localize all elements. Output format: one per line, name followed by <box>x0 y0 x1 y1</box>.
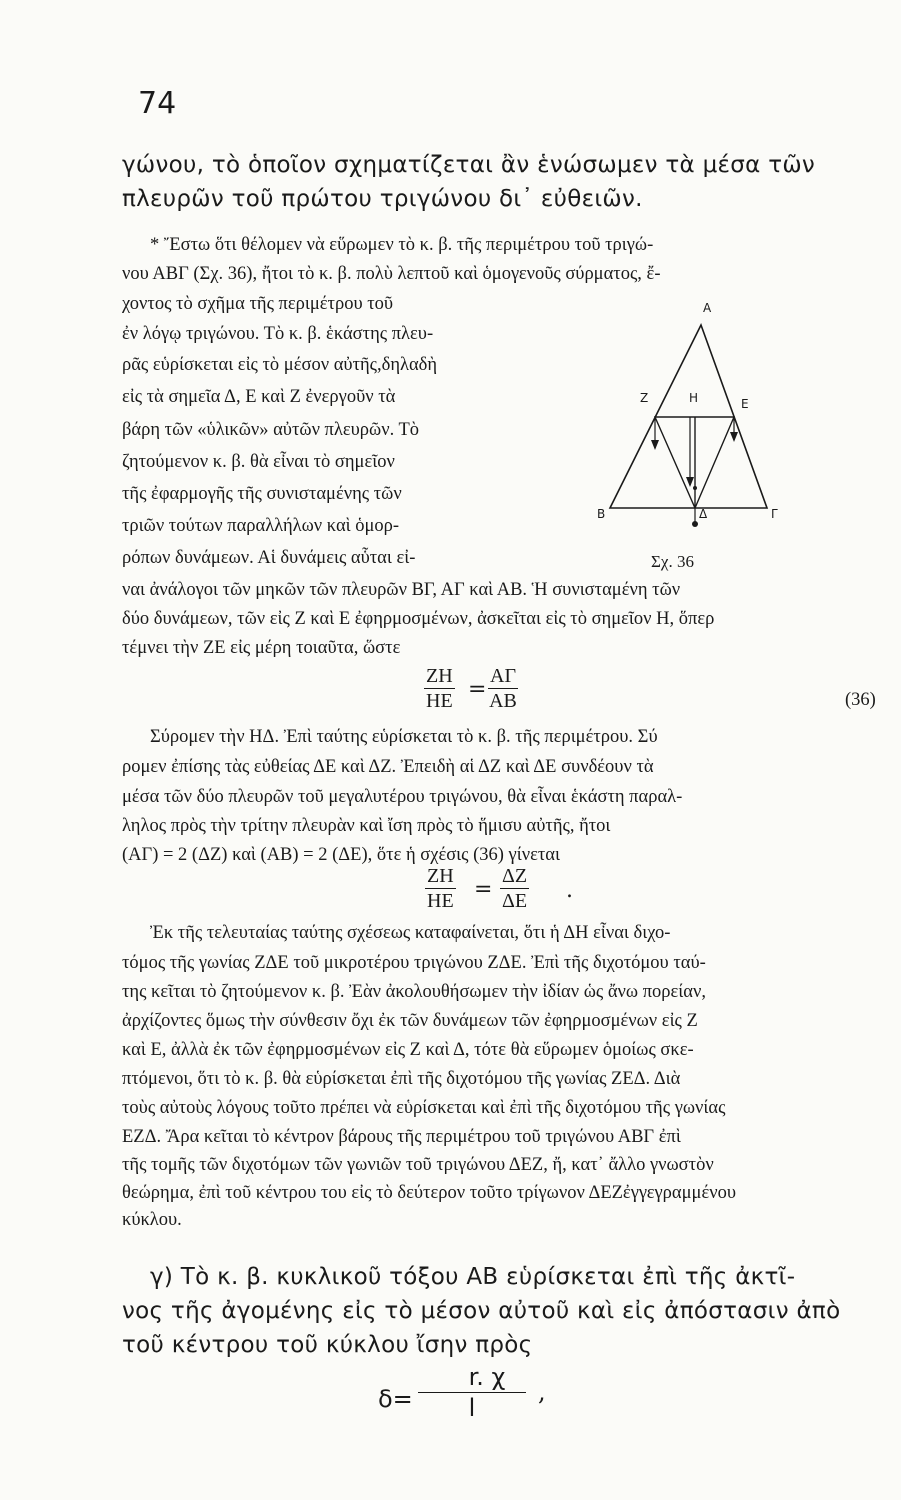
arrowhead-h <box>686 477 694 487</box>
denominator: ΗΕ <box>426 690 453 712</box>
label-d: Δ <box>699 507 708 521</box>
text-line: γ) Τὸ κ. β. κυκλικοῦ τόξου ΑΒ εὑρίσκεται ἐπὶ τῆς ἀκτῖ- <box>150 1264 796 1290</box>
label-e: Ε <box>741 397 749 411</box>
text-line: πλευρῶν τοῦ πρώτου τριγώνου δι᾽ εὐθειῶν. <box>122 186 643 212</box>
text-line: τῆς ἐφαρμογῆς τῆς συνισταμένης τῶν <box>122 484 402 504</box>
fraction-zh-he <box>425 864 456 913</box>
numerator: ΔΖ <box>502 865 528 887</box>
text-line: καὶ Ε, ἀλλὰ ἐκ τῶν ἐφηρμοσμένων εἰς Ζ καὶ Δ, τότε θὰ εὕρωμεν ὁμοίως σκε- <box>122 1040 694 1060</box>
text-line: βάρη τῶν «ὑλικῶν» αὐτῶν πλευρῶν. Τὸ <box>122 420 420 440</box>
arrowhead-e <box>730 432 738 442</box>
text-line: νου ΑΒΓ (Σχ. 36), ἤτοι τὸ κ. β. πολὺ λεπτοῦ καὶ ὁμογενοῦς σύρματος, ἔ- <box>122 264 661 284</box>
text-line: (ΑΓ) = 2 (ΔΖ) καὶ (ΑΒ) = 2 (ΔΕ), ὅτε ἡ σχέσις (36) γίνεται <box>122 845 560 865</box>
label-g: Γ <box>771 507 778 521</box>
denominator: ΗΕ <box>427 890 454 912</box>
text-line: ἀρχίζοντες ὅμως τὴν σύνθεσιν ὄχι ἐκ τῶν δυνάμεων τῶν ἐφηρμοσμένων εἰς Ζ <box>122 1011 698 1031</box>
point-g <box>693 486 697 490</box>
numerator: ΖΗ <box>426 665 453 687</box>
text-line: ναι ἀνάλογοι τῶν μηκῶν τῶν πλευρῶν ΒΓ, ΑΓ καὶ ΑΒ. Ἡ συνισταμένη τῶν <box>122 580 681 600</box>
text-line: μέσα τῶν δύο πλευρῶν τοῦ μεγαλυτέρου τριγώνου, θὰ εἶναι ἑκάστη παραλ- <box>122 787 683 807</box>
point-d-weight <box>692 521 698 527</box>
text-line: τοῦ κέντρου τοῦ κύκλου ἴσην πρὸς <box>122 1332 533 1358</box>
text-line: εἰς τὰ σημεῖα Δ, Ε καὶ Ζ ἐνεργοῦν τὰ <box>122 387 396 407</box>
numerator: ΑΓ <box>490 665 517 687</box>
text-line: κύκλου. <box>122 1210 182 1230</box>
fraction-zh-he <box>424 664 455 713</box>
label-z: Ζ <box>640 391 649 405</box>
arrowhead-z <box>651 440 659 450</box>
denominator: ΔΕ <box>502 890 528 912</box>
text-line: ληλος πρὸς τὴν τρίτην πλευρὰν καὶ ἴση πρὸς τὸ ἥμισυ αὐτῆς, ἤτοι <box>122 816 611 836</box>
text-line: τόμος τῆς γωνίας ΖΔΕ τοῦ μικροτέρου τριγώνου ΖΔΕ. Ἐπὶ τῆς διχοτόμου ταύ- <box>122 953 706 973</box>
numerator: r. χ <box>418 1362 526 1393</box>
text-line: ρομεν ἐπίσης τὰς εὐθείας ΔΕ καὶ ΔΖ. Ἐπειδὴ αἱ ΔΖ καὶ ΔΕ συνδέουν τὰ <box>122 757 654 777</box>
denominator: l <box>468 1394 476 1422</box>
fraction-dz-de <box>500 864 529 913</box>
period: . <box>566 878 573 903</box>
text-line: τοὺς αὐτοὺς λόγους τοῦτο πρέπει νὰ εὑρίσκεται καὶ ἐπὶ τῆς διχοτόμου τῆς γωνίας <box>122 1098 726 1118</box>
fraction-ag-ab <box>488 664 518 713</box>
text-line: ζητούμενον κ. β. θὰ εἶναι τὸ σημεῖον <box>122 452 395 472</box>
fraction <box>418 1362 526 1423</box>
text-line: χοντος τὸ σχῆμα τῆς περιμέτρου τοῦ <box>122 294 394 314</box>
text-line: ἐν λόγῳ τριγώνου. Τὸ κ. β. ἑκάστης πλευ- <box>122 324 434 344</box>
text-line: της κεῖται τὸ ζητούμενον κ. β. Ἐὰν ἀκολουθήσωμεν τὴν ἰδίαν ὡς ἄνω πορείαν, <box>122 982 706 1002</box>
equation-lhs: δ= <box>378 1385 413 1413</box>
text-line: δύο δυνάμεων, τῶν εἰς Ζ καὶ Ε ἐφηρμοσμένων, ἀσκεῖται εἰς τὸ σημεῖον Η, ὅπερ <box>122 609 715 629</box>
text-line: νος τῆς ἀγομένης εἰς τὸ μέσον αὐτοῦ καὶ εἰς ἀπόστασιν ἀπὸ <box>122 1298 841 1324</box>
text-line: Ἐκ τῆς τελευταίας ταύτης σχέσεως καταφαίνεται, ὅτι ἡ ΔΗ εἶναι διχο- <box>150 923 671 943</box>
text-line: γώνου, τὸ ὁποῖον σχηματίζεται ἂν ἑνώσωμεν τὰ μέσα τῶν <box>122 152 816 178</box>
label-b: Β <box>597 507 606 521</box>
text-line: ΕΖΔ. Ἄρα κεῖται τὸ κέντρον βάρους τῆς περιμέτρου τοῦ τριγώνου ΑΒΓ ἐπὶ <box>122 1127 681 1147</box>
comma: , <box>538 1378 546 1406</box>
text-line: Σύρομεν τὴν ΗΔ. Ἐπὶ ταύτης εὑρίσκεται τὸ κ. β. τῆς περιμέτρου. Σύ <box>150 727 658 747</box>
numerator: ΖΗ <box>427 865 454 887</box>
text-line: τῆς τομῆς τῶν διχοτόμων τῶν γωνιῶν τοῦ τριγώνου ΔΕΖ, ἤ, κατ᾽ ἄλλο γνωστὸν <box>122 1155 714 1175</box>
equals-sign: = <box>474 877 493 902</box>
figure-caption: Σχ. 36 <box>651 552 694 571</box>
figure-36 <box>585 290 800 580</box>
denominator: ΑΒ <box>489 690 517 712</box>
page-number: 74 <box>138 86 177 121</box>
label-h: Η <box>689 391 699 405</box>
text-line: θεώρημα, ἐπὶ τοῦ κέντρου του εἰς τὸ δεύτερον τοῦτο τρίγωνον ΔΕΖἐγγεγραμμένου <box>122 1183 736 1203</box>
label-a: Α <box>703 301 712 315</box>
text-line: ρόπων δυνάμεων. Αἱ δυνάμεις αὗται εἰ- <box>122 548 416 568</box>
text-line: ρᾶς εὑρίσκεται εἰς τὸ μέσον αὐτῆς,δηλαδὴ <box>122 355 438 375</box>
equals-sign: = <box>468 677 487 702</box>
text-line: τέμνει τὴν ΖΕ εἰς μέρη τοιαῦτα, ὥστε <box>122 638 401 658</box>
text-line: τριῶν τούτων παραλλήλων καὶ ὁμορ- <box>122 516 400 536</box>
equation-number: (36) <box>845 690 876 710</box>
text-line: πτόμενοι, ὅτι τὸ κ. β. θὰ εὑρίσκεται ἐπὶ τῆς διχοτόμου τῆς γωνίας ΖΕΔ. Διὰ <box>122 1069 681 1089</box>
text-line: * Ἔστω ὅτι θέλομεν νὰ εὕρωμεν τὸ κ. β. τῆς περιμέτρου τοῦ τριγώ- <box>150 235 654 255</box>
